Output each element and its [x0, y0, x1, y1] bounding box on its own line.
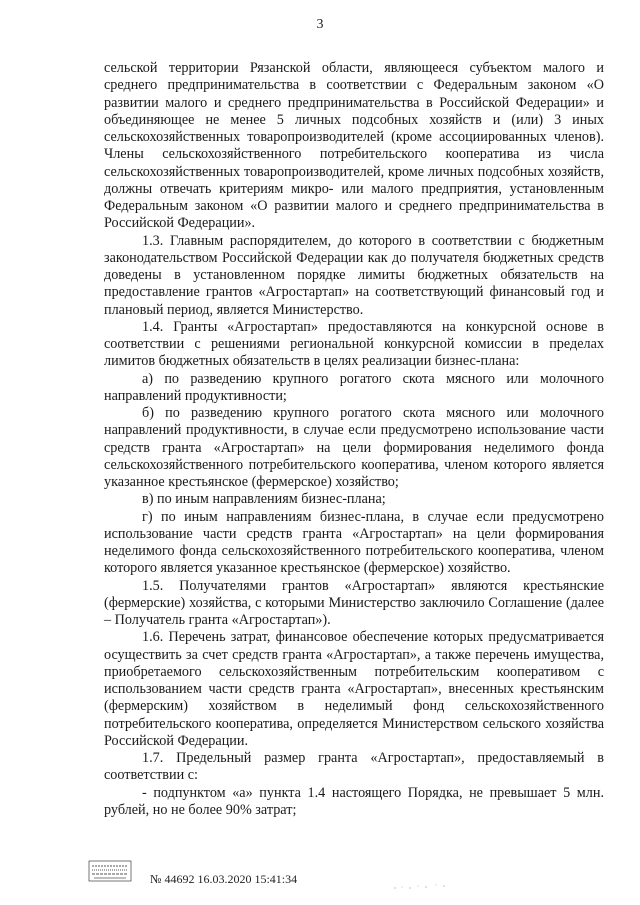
government-stamp-icon: [88, 860, 132, 882]
paragraph-1-5: 1.5. Получателями грантов «Агростартап» являются крестьянские (фермерские) хозяйства, с которыми Министерство заключило Соглашение (далее – Получатель гранта «Агростартап»).: [104, 577, 604, 628]
document-body: [104, 60, 604, 819]
paragraph-1-3: 1.3. Главным распорядителем, до которого в соответствии с бюджетным законодательством Российской Федерации как до получателя бюджетных средств доведены в установленном порядке лимиты бюджетных обязательств на предоставление грантов «Агростартап» на соответствующий финансовый год и плановый период, является Министерство.: [104, 232, 604, 318]
list-item-v: в) по иным направлениям бизнес-плана;: [142, 491, 386, 508]
list-item-dash: - подпунктом «а» пункта 1.4 настоящего Порядка, не превышает 5 млн. рублей, но не более 90% затрат;: [104, 784, 604, 818]
paragraph-1-4: 1.4. Гранты «Агростартап» предоставляются на конкурсной основе в соответствии с решениями региональной конкурсной комиссии в пределах лимитов бюджетных обязательств в целях реализации бизнес-плана:: [104, 318, 604, 370]
scan-noise-icon: [392, 882, 452, 892]
list-item-b: б) по разведению крупного рогатого скота мясного или молочного направлений продуктивности, в случае если предусмотрено использование части средств гранта «Агростартап» на цели формирования неделимого фонда сельскохозяйственного потребительского кооператива, членом которого является указанное крестьянское (фермерское) хозяйство;: [104, 405, 604, 490]
registration-number: № 44692 16.03.2020 15:41:34: [150, 872, 298, 886]
page-number: 3: [316, 17, 324, 32]
list-item-g: г) по иным направлениям бизнес-плана, в случае если предусмотрено использование части средств гранта «Агростартап» на цели формирования неделимого фонда сельскохозяйственного потребительского кооператива, членом которого является указанное крестьянское (фермерское) хозяйство.: [104, 508, 604, 577]
list-item-a: а) по разведению крупного рогатого скота мясного или молочного направлений продуктивности;: [104, 370, 604, 404]
paragraph-1-7: 1.7. Предельный размер гранта «Агростартап», предоставляемый в соответствии с:: [104, 750, 604, 784]
paragraph-1-6: 1.6. Перечень затрат, финансовое обеспечение которых предусматривается осуществить за счет средств гранта «Агростартап», а также перечень имущества, приобретаемого сельскохозяйственным потребительским кооперативом с использованием части средств гранта «Агростартап», внесенных крестьянским (фермерским) хозяйством в неделимый фонд сельскохозяйственного потребительского кооператива, определяется Министерством сельского хозяйства Российской Федерации.: [104, 629, 604, 749]
paragraph: сельской территории Рязанской области, являющееся субъектом малого и среднего предпринимательства в соответствии с Федеральным законом «О развитии малого и среднего предпринимательства в Российской Федерации» и объединяющее не менее 5 личных подсобных хозяйств и (или) 3 иных сельскохозяйственных товаропроизводителей (кроме ассоциированных членов). Члены сельскохозяйственного потребительского кооператива из числа сельскохозяйственных товаропроизводителей, кроме личных подсобных хозяйств, должны отвечать критериям микро- или малого предприятия, установленным Федеральным законом «О развитии малого и среднего предпринимательства в Российской Федерации».: [104, 60, 604, 232]
